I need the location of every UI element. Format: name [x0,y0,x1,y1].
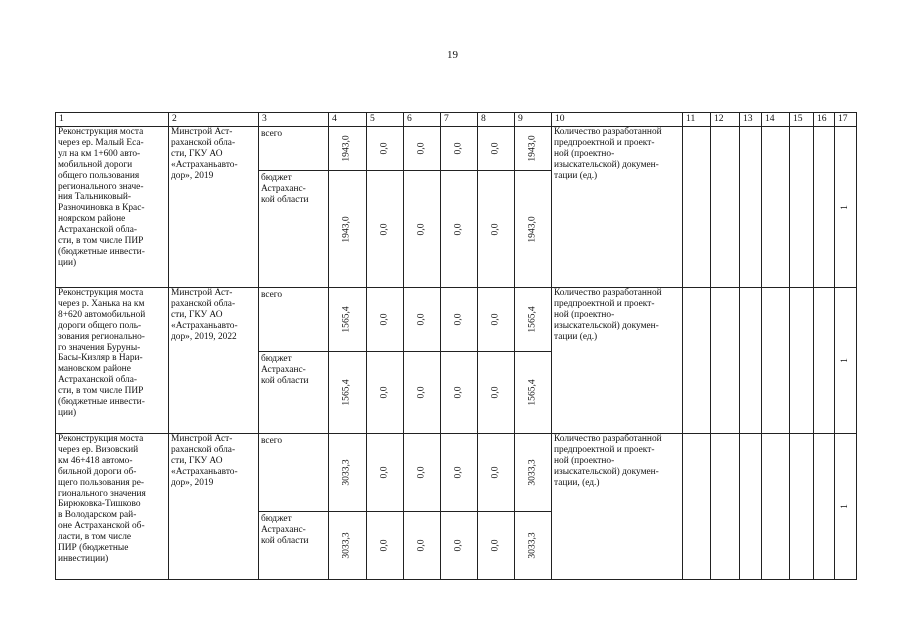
amount-value: 0,0 [378,539,390,552]
executor: Минстрой Аст- раханской обла- сти, ГКУ АО «Астраханьавто- дор», 2019 [169,127,259,288]
empty-cell [711,434,740,580]
amount-cell [441,512,478,580]
col-header: 9 [515,113,552,127]
amount-cell [515,288,552,352]
empty-cell [814,127,835,288]
col-header: 11 [683,113,711,127]
amount-cell [404,171,441,288]
amount-value: 0,0 [378,223,390,235]
project-name: Реконструкция моста через ер. Визовский км 46+418 автомо- бильной дороги об- щего пользования ре- гионального значения Бирюковка-Тишково в Володарском рай- оне Астраханской об- ласти, в том числе ПИР (бюджетные инвестиции) [56,434,169,580]
empty-cell [814,288,835,434]
amount-cell [515,352,552,434]
col-header: 14 [762,113,790,127]
amount-cell [404,352,441,434]
amount-cell [329,434,367,512]
amount-cell [404,127,441,171]
col-header: 15 [790,113,814,127]
amount-value: 0,0 [489,313,501,326]
executor: Минстрой Аст- раханской обла- сти, ГКУ АО «Астраханьавто- дор», 2019, 2022 [169,288,259,434]
amount-cell [441,352,478,434]
indicator-text: Количество разработанной предпроектной и проект- ной (проектно- изыскательской) докумен- тации, (ед.) [552,434,683,580]
funding-label: всего [259,288,329,352]
target-value: 1 [839,358,851,363]
amount-value: 0,0 [452,142,464,155]
col-header: 6 [404,113,441,127]
amount-cell [478,434,515,512]
col-header: 17 [835,113,857,127]
amount-cell [478,352,515,434]
amount-value: 0,0 [415,386,427,399]
target-value: 1 [839,504,851,509]
target-value-cell [835,434,857,580]
amount-cell [515,171,552,288]
empty-cell [762,288,790,434]
empty-cell [683,288,711,434]
amount-value: 0,0 [378,142,390,155]
project-name: Реконструкция моста через р. Ханька на км 8+620 автомобильной дороги общего поль- зования регионально- го значения Буруны- Басы-Кизляр в Нари- мановском районе Астраханской обла- сти, в том числе ПИР (бюджетные инвести- ции) [56,288,169,434]
amount-cell [515,127,552,171]
amount-cell [478,512,515,580]
amount-cell [367,127,404,171]
page-number: 19 [447,49,458,61]
amount-value: 0,0 [415,539,427,552]
funding-label: бюджет Астраханс- кой области [259,352,329,434]
indicator-text: Количество разработанной предпроектной и проект- ной (проектно- изыскательской) докумен- тации (ед.) [552,127,683,288]
amount-value: 1565,4 [341,306,353,333]
amount-value: 1565,4 [341,379,353,406]
amount-value: 0,0 [452,386,464,399]
amount-value: 1943,0 [526,215,538,243]
col-header: 3 [259,113,329,127]
amount-value: 0,0 [489,466,501,479]
empty-cell [762,127,790,288]
amount-cell [441,171,478,288]
amount-value: 3033,3 [526,532,538,559]
amount-value: 1943,0 [341,215,353,243]
col-header: 12 [711,113,740,127]
project-name: Реконструкция моста через ер. Малый Еса- ул на км 1+600 авто- мобильной дороги общего пользования регионального значе- ния Тальниковый- Разночиновка в Крас- ноярском районе Астраханской обла- сти, в том числе ПИР (бюджетные инвести- ции) [56,127,169,288]
amount-cell [367,171,404,288]
amount-cell [367,434,404,512]
amount-cell [367,352,404,434]
amount-value: 0,0 [452,313,464,326]
target-value: 1 [839,204,851,210]
col-header: 5 [367,113,404,127]
col-header: 10 [552,113,683,127]
amount-cell [441,127,478,171]
amount-cell [478,127,515,171]
empty-cell [711,127,740,288]
amount-cell [404,288,441,352]
amount-value: 0,0 [378,466,390,479]
funding-label: всего [259,434,329,512]
program-table [55,112,857,580]
amount-cell [404,512,441,580]
header-row [56,113,857,127]
amount-value: 1565,4 [526,379,538,406]
amount-value: 0,0 [415,313,427,326]
funding-label: бюджет Астраханс- кой области [259,171,329,288]
col-header: 7 [441,113,478,127]
amount-cell [441,434,478,512]
empty-cell [790,127,814,288]
empty-cell [740,288,762,434]
amount-value: 0,0 [489,386,501,399]
amount-value: 0,0 [415,142,427,155]
executor: Минстрой Аст- раханской обла- сти, ГКУ АО «Астраханьавто- дор», 2019 [169,434,259,580]
empty-cell [740,434,762,580]
amount-cell [404,434,441,512]
empty-cell [814,434,835,580]
amount-value: 0,0 [489,539,501,552]
target-value-cell [835,288,857,434]
amount-value: 0,0 [452,223,464,235]
empty-cell [740,127,762,288]
empty-cell [683,127,711,288]
table-row [56,434,857,512]
amount-cell [329,352,367,434]
col-header: 4 [329,113,367,127]
amount-value: 3033,3 [341,532,353,559]
amount-value: 1943,0 [526,135,538,162]
empty-cell [762,434,790,580]
col-header: 1 [56,113,169,127]
amount-value: 1943,0 [341,135,353,162]
table-row [56,288,857,352]
target-value-cell [835,127,857,288]
amount-value: 0,0 [489,223,501,235]
amount-cell [329,512,367,580]
amount-value: 0,0 [489,142,501,155]
empty-cell [790,288,814,434]
empty-cell [790,434,814,580]
empty-cell [711,288,740,434]
amount-cell [329,171,367,288]
col-header: 8 [478,113,515,127]
amount-value: 0,0 [415,223,427,235]
amount-value: 3033,3 [526,459,538,486]
table-row [56,127,857,171]
amount-value: 0,0 [452,466,464,479]
empty-cell [683,434,711,580]
amount-value: 0,0 [378,313,390,326]
amount-cell [329,288,367,352]
amount-cell [478,171,515,288]
col-header: 16 [814,113,835,127]
amount-cell [515,512,552,580]
funding-label: бюджет Астраханс- кой области [259,512,329,580]
funding-label: всего [259,127,329,171]
amount-value: 0,0 [378,386,390,399]
amount-cell [478,288,515,352]
indicator-text: Количество разработанной предпроектной и проект- ной (проектно- изыскательской) докумен- тации (ед.) [552,288,683,434]
amount-cell [441,288,478,352]
amount-value: 0,0 [415,466,427,479]
col-header: 13 [740,113,762,127]
amount-value: 0,0 [452,539,464,552]
amount-cell [367,512,404,580]
amount-cell [367,288,404,352]
amount-value: 1565,4 [526,306,538,333]
col-header: 2 [169,113,259,127]
amount-cell [329,127,367,171]
amount-cell [515,434,552,512]
amount-value: 3033,3 [341,459,353,486]
